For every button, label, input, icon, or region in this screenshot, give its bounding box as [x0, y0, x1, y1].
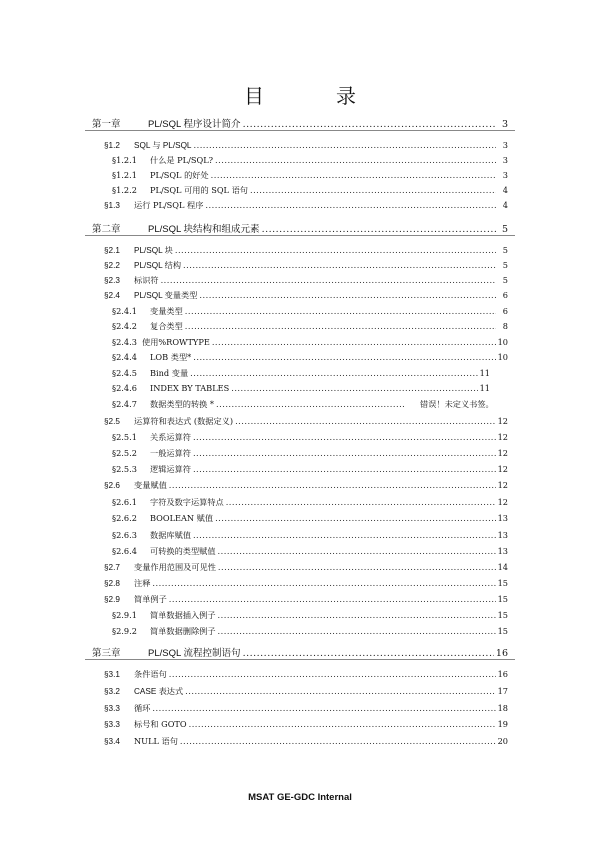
toc-entry-2-6-3[interactable]: §2.6.3 数据库赋值 ..... 13 [112, 530, 508, 541]
toc-entry-2-4[interactable]: §2.4 PL/SQL 变量类型 ..... 6 [104, 290, 508, 301]
toc-entry-2-4-4[interactable]: §2.4.4 LOB 类型* ..... 10 [112, 352, 508, 363]
toc-entry-3-3b[interactable]: §3.3 标号和 GOTO ..... 19 [104, 719, 508, 730]
toc-entry-3-1[interactable]: §3.1 条件语句 ..... 16 [104, 669, 508, 680]
toc-entry-2-9[interactable]: §2.9 简单例子 ..... 15 [104, 594, 508, 605]
toc-entry-2-5-1[interactable]: §2.5.1 关系运算符 ..... 12 [112, 432, 508, 443]
toc-entry-1-2-2[interactable]: §1.2.2 PL/SQL 可用的 SQL 语句 ..... 4 [112, 185, 508, 196]
toc-entry-2-4-1[interactable]: §2.4.1 变量类型 ..... 6 [112, 306, 508, 317]
toc-chapter-2[interactable]: 第二章 PL/SQL 块结构和组成元素 ..... 5 [92, 221, 508, 235]
toc-entry-2-7[interactable]: §2.7 变量作用范围及可见性 ..... 14 [104, 562, 508, 573]
toc-entry-2-3[interactable]: §2.3 标识符 ..... 5 [104, 275, 508, 286]
toc-chapter-3[interactable]: 第三章 PL/SQL 流程控制语句 ..... 16 [92, 645, 508, 659]
toc-entry-3-2[interactable]: §3.2 CASE 表达式 ..... 17 [104, 686, 508, 697]
toc-entry-1-3[interactable]: §1.3 运行 PL/SQL 程序 ..... 4 [104, 200, 508, 211]
toc-entry-2-4-3[interactable]: §2.4.3 使用%ROWTYPE ..... 10 [112, 337, 508, 348]
toc-chapter-1[interactable]: 第一章 PL/SQL 程序设计简介 ..... 3 [92, 116, 508, 130]
toc-entry-2-4-7[interactable]: §2.4.7 数据类型的转换 * ..... 错误！未定义书签。 [112, 399, 520, 410]
title-char-left: 目 [244, 84, 264, 108]
title-char-right: 录 [336, 84, 356, 108]
toc-entry-2-5-3[interactable]: §2.5.3 逻辑运算符 ..... 12 [112, 464, 508, 475]
toc-entry-2-4-2[interactable]: §2.4.2 复合类型 ..... 8 [112, 321, 508, 332]
toc-entry-2-8[interactable]: §2.8 注释 ..... 15 [104, 578, 508, 589]
toc-entry-2-9-1[interactable]: §2.9.1 简单数据插入例子 ..... 15 [112, 610, 508, 621]
toc-entry-3-4[interactable]: §3.4 NULL 语句 ..... 20 [104, 736, 508, 747]
toc-entry-1-2[interactable]: §1.2 SQL 与 PL/SQL ..... 3 [104, 140, 508, 151]
toc-entry-2-6-4[interactable]: §2.6.4 可转换的类型赋值 ..... 13 [112, 546, 508, 557]
toc-entry-1-2-1a[interactable]: §1.2.1 什么是 PL/SQL? ..... 3 [112, 155, 508, 166]
toc-entry-2-9-2[interactable]: §2.9.2 简单数据删除例子 ..... 15 [112, 626, 508, 637]
toc-entry-2-4-5[interactable]: §2.4.5 Bind 变量 ..... 11 [112, 368, 490, 379]
toc-entry-1-2-1b[interactable]: §1.2.1 PL/SQL 的好处 ..... 3 [112, 170, 508, 181]
toc-entry-3-3a[interactable]: §3.3 循环 ..... 18 [104, 703, 508, 714]
toc-entry-2-5-2[interactable]: §2.5.2 一般运算符 ..... 12 [112, 448, 508, 459]
chapter-divider [85, 130, 515, 131]
toc-entry-2-5[interactable]: §2.5 运算符和表达式 (数据定义) ..... 12 [104, 416, 508, 427]
chapter-divider [85, 235, 515, 236]
toc-entry-2-6-2[interactable]: §2.6.2 BOOLEAN 赋值 ..... 13 [112, 513, 508, 524]
page-footer: MSAT GE-GDC Internal [248, 792, 352, 803]
toc-entry-2-2[interactable]: §2.2 PL/SQL 结构 ..... 5 [104, 260, 508, 271]
toc-entry-2-6[interactable]: §2.6 变量赋值 ..... 12 [104, 480, 508, 491]
toc-entry-2-6-1[interactable]: §2.6.1 字符及数字运算特点 ..... 12 [112, 497, 508, 508]
toc-entry-2-1[interactable]: §2.1 PL/SQL 块 ..... 5 [104, 245, 508, 256]
chapter-divider [85, 659, 515, 660]
toc-entry-2-4-6[interactable]: §2.4.6 INDEX BY TABLES ..... 11 [112, 383, 490, 393]
